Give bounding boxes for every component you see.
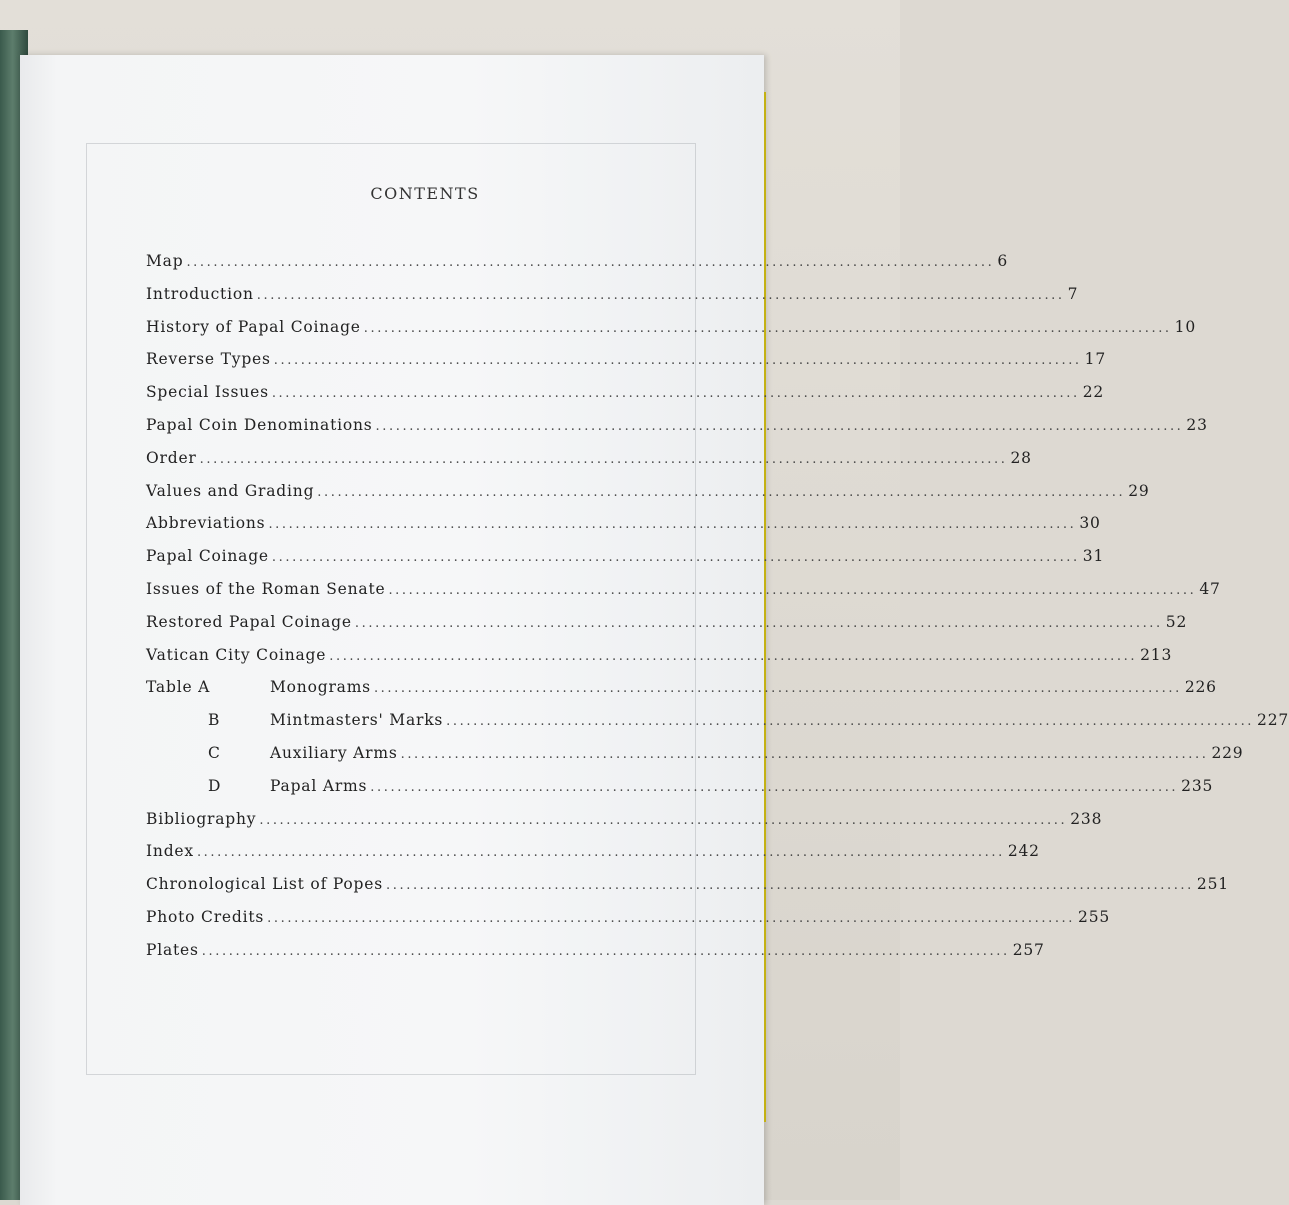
toc-leader-dots: ........................................................................................................................ xyxy=(317,484,1126,500)
toc-entry xyxy=(146,743,1244,777)
toc-leader-dots: ........................................................................................................................ xyxy=(271,550,1080,566)
toc-entry xyxy=(146,514,1101,547)
toc-leader-dots: ........................................................................................................................ xyxy=(388,582,1197,598)
toc-entry-label: Reverse Types xyxy=(146,350,271,369)
toc-page-number: 226 xyxy=(1184,678,1217,697)
toc-page-number: 242 xyxy=(1007,842,1040,861)
toc-entry-label: Index xyxy=(146,842,194,861)
toc-leader-dots: ........................................................................................................................ xyxy=(199,451,1008,467)
toc-entry-label: Abbreviations xyxy=(146,514,266,533)
toc-leader-dots: ........................................................................................................................ xyxy=(268,517,1077,533)
toc-entry-label: Plates xyxy=(146,940,199,959)
toc-entry xyxy=(146,875,1229,908)
toc-leader-dots: ........................................................................................................................ xyxy=(370,779,1179,795)
toc-table-prefix: D xyxy=(208,776,222,795)
toc-page-number: 29 xyxy=(1128,481,1150,500)
toc-entry-label: Map xyxy=(146,252,184,270)
toc-leader-dots: ........................................................................................................................ xyxy=(271,386,1080,402)
toc-leader-dots: ........................................................................................................................ xyxy=(186,255,995,270)
toc-page-number: 213 xyxy=(1140,645,1173,664)
toc-entry-label: Values and Grading xyxy=(146,481,315,500)
toc-table-prefix: C xyxy=(208,743,221,762)
toc-page-number: 257 xyxy=(1012,940,1045,959)
toc-leader-dots: ........................................................................................................................ xyxy=(196,845,1005,861)
toc-entry-label: Papal Coin Denominations xyxy=(146,415,373,434)
toc-leader-dots: ........................................................................................................................ xyxy=(354,615,1163,631)
toc-entry xyxy=(146,940,1045,974)
toc-page-number: 238 xyxy=(1070,809,1103,828)
toc-entry xyxy=(146,448,1032,482)
toc-page-number: 28 xyxy=(1010,448,1032,467)
toc-page-number: 22 xyxy=(1082,383,1105,402)
toc-page-number: 10 xyxy=(1174,317,1196,336)
toc-entry xyxy=(146,350,1106,383)
toc-entry-label: Chronological List of Popes xyxy=(146,875,384,894)
toc-entry xyxy=(146,383,1105,416)
toc-entry-label: Special Issues xyxy=(146,383,269,402)
toc-page-number: 229 xyxy=(1211,743,1244,762)
toc-entry xyxy=(146,284,1079,318)
toc-entry-label: Introduction xyxy=(146,284,254,303)
toc-table-prefix: Table A xyxy=(146,678,211,697)
toc-entry xyxy=(146,842,1040,875)
toc-page-number: 251 xyxy=(1196,875,1229,894)
toc-entry-label: Papal Coinage xyxy=(146,547,269,566)
toc-page-number: 31 xyxy=(1082,547,1105,566)
toc-entry xyxy=(146,711,1289,744)
toc-page-number: 52 xyxy=(1165,612,1188,631)
toc-leader-dots: ........................................................................................................................ xyxy=(329,648,1138,664)
toc-entry-label: Issues of the Roman Senate xyxy=(146,579,386,598)
toc-page-number: 6 xyxy=(997,252,1008,270)
toc-entry-label: Mintmasters' Marks xyxy=(270,711,444,730)
toc-entry xyxy=(146,776,1214,810)
toc-entry-label: Bibliography xyxy=(146,809,257,828)
toc-entry-label: Photo Credits xyxy=(146,907,265,926)
toc-entry xyxy=(146,612,1188,646)
toc-leader-dots: ........................................................................................................................ xyxy=(256,287,1065,303)
toc-entry xyxy=(146,907,1111,941)
toc-leader-dots: ........................................................................................................................ xyxy=(446,714,1255,730)
toc-entry xyxy=(146,415,1208,449)
toc-leader-dots: ........................................................................................................................ xyxy=(386,878,1194,894)
toc-leader-dots: ........................................................................................................................ xyxy=(259,812,1068,828)
toc-leader-dots: ........................................................................................................................ xyxy=(375,418,1184,434)
contents-heading: CONTENTS xyxy=(370,184,480,203)
toc-leader-dots: ........................................................................................................................ xyxy=(201,943,1010,959)
toc-page-number: 30 xyxy=(1079,514,1101,533)
toc-entry-label: Monograms xyxy=(270,678,371,697)
toc-entry xyxy=(146,579,1221,613)
toc-page-number: 47 xyxy=(1199,579,1221,598)
toc-leader-dots: ........................................................................................................................ xyxy=(400,746,1209,762)
toc-entry xyxy=(146,547,1105,580)
toc-entry-label: Papal Arms xyxy=(270,776,368,795)
toc-entry-label: Order xyxy=(146,448,197,467)
toc-leader-dots: ........................................................................................................................ xyxy=(273,353,1082,369)
toc-leader-dots: ........................................................................................................................ xyxy=(363,320,1172,336)
toc-leader-dots: ........................................................................................................................ xyxy=(267,910,1076,926)
toc-entry-label: Auxiliary Arms xyxy=(270,743,398,762)
toc-entry xyxy=(146,809,1103,843)
toc-entry xyxy=(146,678,1217,711)
toc-entry-label: Restored Papal Coinage xyxy=(146,612,352,631)
table-of-contents xyxy=(146,252,1289,974)
toc-entry xyxy=(146,481,1150,515)
toc-page-number: 17 xyxy=(1084,350,1106,369)
toc-entry xyxy=(146,317,1196,351)
toc-entry xyxy=(146,645,1173,679)
toc-table-prefix: B xyxy=(208,711,221,730)
toc-leader-dots: ........................................................................................................................ xyxy=(373,681,1182,697)
toc-page-number: 23 xyxy=(1186,415,1208,434)
toc-entry-label: Vatican City Coinage xyxy=(146,645,327,664)
toc-page-number: 255 xyxy=(1078,907,1111,926)
toc-entry-label: History of Papal Coinage xyxy=(146,317,361,336)
toc-page-number: 235 xyxy=(1181,776,1214,795)
toc-page-number: 227 xyxy=(1257,711,1289,730)
toc-entry xyxy=(146,252,1008,285)
toc-page-number: 7 xyxy=(1067,284,1079,303)
